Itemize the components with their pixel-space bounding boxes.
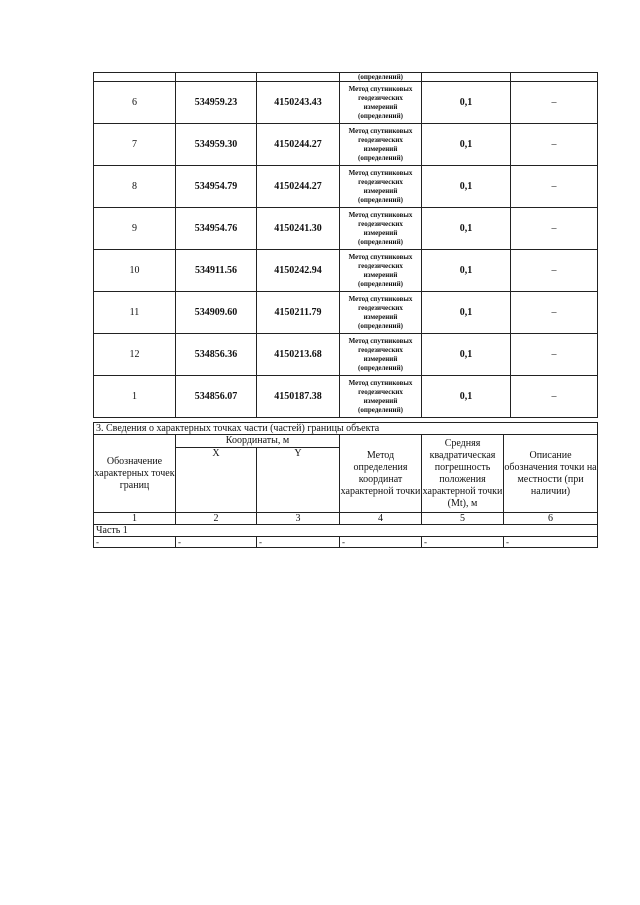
coord-x: 534911.56 (176, 250, 257, 292)
part-points-table (93, 422, 598, 548)
col-method: Метод определения координат характерной точки (340, 435, 422, 513)
point-number: 6 (94, 82, 176, 124)
method-cell (340, 292, 422, 334)
col-coordinates: Координаты, м (176, 435, 340, 448)
accuracy-value: 0,1 (422, 292, 511, 334)
table-row-continued (94, 73, 598, 82)
method-line: Метод спутниковых (348, 126, 413, 135)
table-row (94, 537, 598, 548)
method-line: геодезических (358, 219, 403, 228)
method-line: геодезических (358, 387, 403, 396)
column-numbers-row (94, 513, 598, 525)
coord-y: 4150241.30 (257, 208, 340, 250)
method-line: Метод спутниковых (348, 336, 413, 345)
method-line: (определений) (358, 111, 403, 120)
col-description: Описание обозначения точки на местности (при наличии) (504, 435, 598, 513)
part-label: Часть 1 (94, 525, 598, 537)
method-line: (определений) (358, 195, 403, 204)
coord-x: 534954.76 (176, 208, 257, 250)
col-designation: Обозначение характерных точек границ (94, 435, 176, 513)
header-row-1 (94, 435, 598, 448)
section-caption-row (94, 423, 598, 435)
point-number: 9 (94, 208, 176, 250)
coord-x: 534909.60 (176, 292, 257, 334)
method-line: геодезических (358, 93, 403, 102)
coord-x: 534954.79 (176, 166, 257, 208)
method-line: (определений) (358, 279, 403, 288)
point-number: 12 (94, 334, 176, 376)
method-line: Метод спутниковых (348, 84, 413, 93)
method-cell (340, 376, 422, 418)
method-line: измерений (363, 312, 398, 321)
table-row (94, 124, 598, 166)
method-line: Метод спутниковых (348, 252, 413, 261)
method-line: Метод спутниковых (348, 210, 413, 219)
empty-cell: - (504, 537, 598, 548)
section-caption: 3. Сведения о характерных точках части (частей) границы объекта (94, 423, 598, 435)
method-cell (340, 250, 422, 292)
method-line: (определений) (358, 321, 403, 330)
empty-cell: - (94, 537, 176, 548)
description-value: – (511, 250, 598, 292)
method-line: (определений) (358, 237, 403, 246)
method-line: измерений (363, 396, 398, 405)
method-line: Метод спутниковых (348, 294, 413, 303)
table-row (94, 82, 598, 124)
coord-y: 4150187.38 (257, 376, 340, 418)
method-line: геодезических (358, 303, 403, 312)
method-cell (340, 334, 422, 376)
method-line: Метод спутниковых (348, 168, 413, 177)
part-row (94, 525, 598, 537)
coordinates-table (93, 72, 598, 418)
method-line: измерений (363, 144, 398, 153)
coord-y: 4150244.27 (257, 166, 340, 208)
empty-cell: - (176, 537, 257, 548)
col-number: 6 (504, 513, 598, 525)
description-value: – (511, 208, 598, 250)
col-y: Y (257, 448, 340, 513)
empty-cell: - (422, 537, 504, 548)
point-number: 8 (94, 166, 176, 208)
accuracy-value: 0,1 (422, 124, 511, 166)
col-number: 1 (94, 513, 176, 525)
accuracy-value: 0,1 (422, 208, 511, 250)
col-number: 5 (422, 513, 504, 525)
point-number: 1 (94, 376, 176, 418)
description-value: – (511, 124, 598, 166)
table-row (94, 250, 598, 292)
method-line: измерений (363, 354, 398, 363)
point-number: 7 (94, 124, 176, 166)
method-line: геодезических (358, 345, 403, 354)
empty-cell: - (340, 537, 422, 548)
table-row (94, 376, 598, 418)
col-x: X (176, 448, 257, 513)
col-number: 4 (340, 513, 422, 525)
method-line: (определений) (358, 405, 403, 414)
description-value: – (511, 292, 598, 334)
description-value: – (511, 166, 598, 208)
coord-y: 4150213.68 (257, 334, 340, 376)
method-line: (определений) (358, 363, 403, 372)
method-line: измерений (363, 186, 398, 195)
method-line: измерений (363, 270, 398, 279)
accuracy-value: 0,1 (422, 376, 511, 418)
method-cell: (определений) (340, 73, 422, 82)
method-line: измерений (363, 228, 398, 237)
method-line: геодезических (358, 135, 403, 144)
coord-x: 534856.36 (176, 334, 257, 376)
method-line: измерений (363, 102, 398, 111)
description-value: – (511, 376, 598, 418)
method-cell (340, 208, 422, 250)
table-row (94, 334, 598, 376)
col-number: 3 (257, 513, 340, 525)
empty-cell: - (257, 537, 340, 548)
coord-x: 534959.30 (176, 124, 257, 166)
method-line: Метод спутниковых (348, 378, 413, 387)
method-line: (определений) (358, 153, 403, 162)
table-row (94, 208, 598, 250)
coord-x: 534959.23 (176, 82, 257, 124)
table-row (94, 292, 598, 334)
coord-y: 4150244.27 (257, 124, 340, 166)
coord-y: 4150242.94 (257, 250, 340, 292)
point-number: 10 (94, 250, 176, 292)
coordinates-rows (94, 82, 598, 418)
accuracy-value: 0,1 (422, 82, 511, 124)
description-value: – (511, 334, 598, 376)
coord-y: 4150211.79 (257, 292, 340, 334)
accuracy-value: 0,1 (422, 166, 511, 208)
method-cell (340, 82, 422, 124)
accuracy-value: 0,1 (422, 334, 511, 376)
description-value: – (511, 82, 598, 124)
table-row (94, 166, 598, 208)
method-line: геодезических (358, 177, 403, 186)
method-cell (340, 124, 422, 166)
col-number: 2 (176, 513, 257, 525)
col-accuracy: Средняя квадратическая погрешность положения характерной точки (Mt), м (422, 435, 504, 513)
method-line: геодезических (358, 261, 403, 270)
accuracy-value: 0,1 (422, 250, 511, 292)
coord-x: 534856.07 (176, 376, 257, 418)
coord-y: 4150243.43 (257, 82, 340, 124)
point-number: 11 (94, 292, 176, 334)
method-cell (340, 166, 422, 208)
